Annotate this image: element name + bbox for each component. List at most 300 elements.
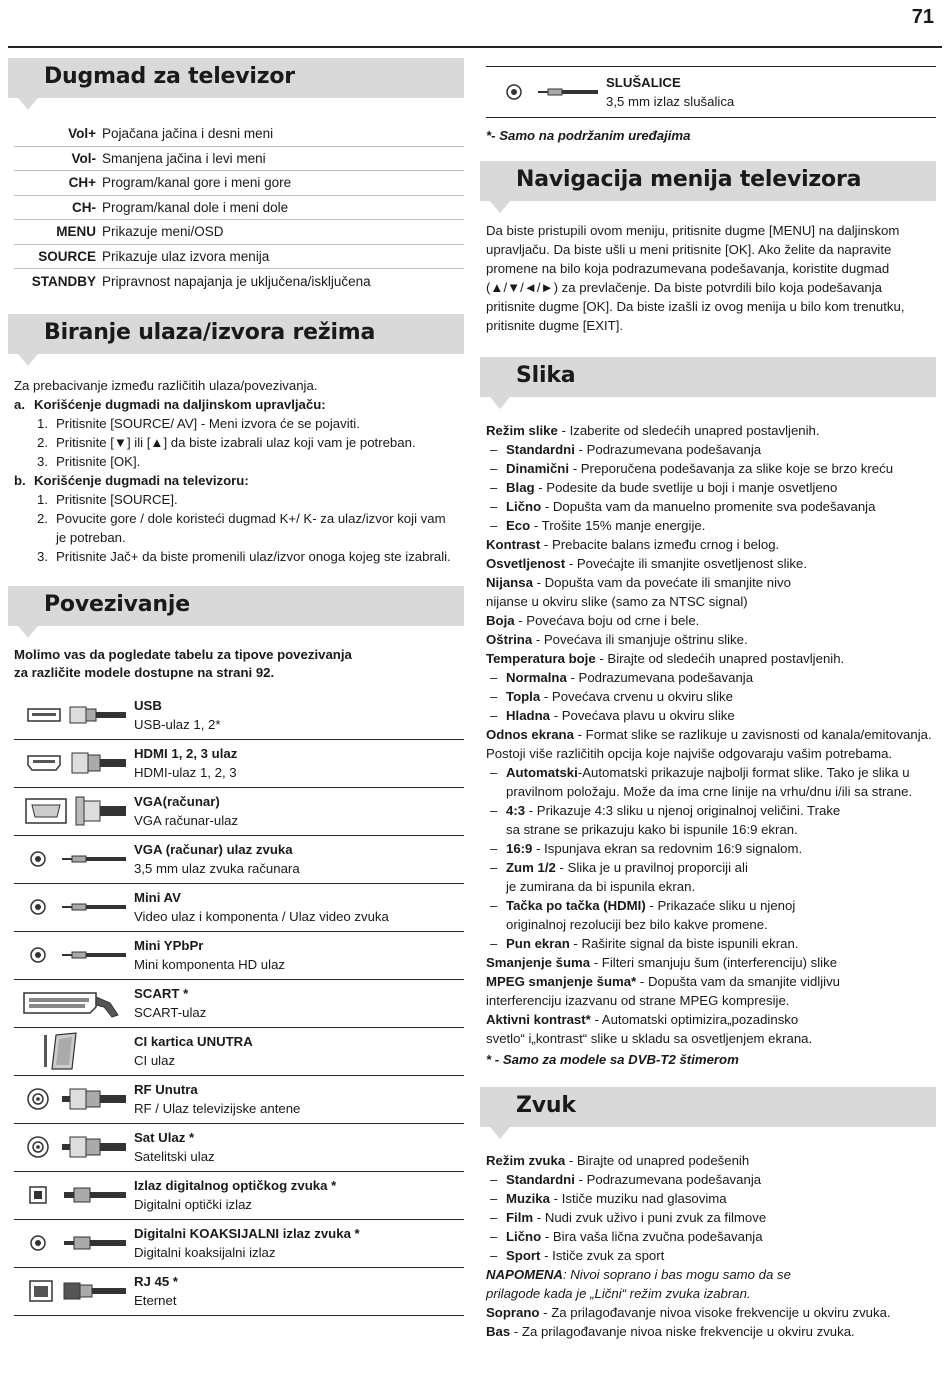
setting-name: Osvetljenost <box>486 556 566 571</box>
list-item <box>14 547 464 566</box>
setting-desc: - Podrazumevana podešavanja <box>566 670 754 685</box>
table-row <box>14 1172 464 1220</box>
heading-arrow <box>18 354 38 366</box>
list-text: Pritisnite [OK]. <box>56 453 141 469</box>
usb-icon <box>14 695 134 735</box>
dash-bullet: – <box>490 518 498 533</box>
list-item-body <box>506 478 837 497</box>
list-item <box>486 1322 936 1341</box>
dash-bullet: – <box>490 936 498 951</box>
setting-desc: - Bira vaša lična zvučna podešavanja <box>541 1229 763 1244</box>
list-num: 2. <box>37 510 48 526</box>
connection-desc: Digitalni koaksijalni izlaz <box>134 1245 276 1260</box>
setting-name: Hladna <box>506 708 550 723</box>
connection-desc: HDMI-ulaz 1, 2, 3 <box>134 765 237 780</box>
setting-desc: -Automatski prikazuje najbolji format slike. Tako je slika u <box>577 765 910 780</box>
list-item-body <box>506 687 733 706</box>
heading-arrow <box>490 397 510 409</box>
navigation-line: pritisnite dugme [OK]. Da biste izašli iz ovog menija u bilo kom trenutku, <box>486 299 905 314</box>
navigation-line: Da biste pristupili ovom meniju, pritisnite dugme [MENU] na daljinskom <box>486 223 900 238</box>
connection-name: RF Unutra <box>134 1082 198 1097</box>
headphones-jack-icon <box>486 72 606 112</box>
connection-desc: Mini komponenta HD ulaz <box>134 957 285 972</box>
sound-note <box>486 1265 936 1303</box>
audio-jack-icon <box>14 887 134 927</box>
table-row <box>14 245 464 270</box>
optical-icon <box>14 1175 134 1215</box>
dash-bullet: – <box>490 442 498 457</box>
heading-navigation <box>480 161 936 201</box>
setting-name: Topla <box>506 689 541 704</box>
connection-desc: 3,5 mm ulaz zvuka računara <box>134 861 300 876</box>
setting-desc: - Prikazaće sliku u njenoj <box>645 898 796 913</box>
table-row <box>14 122 464 147</box>
list-num <box>34 528 56 547</box>
setting-desc: - Slika je u pravilnoj proporciji ali <box>555 860 748 875</box>
setting-name: Sport <box>506 1248 541 1263</box>
navigation-line: pritisnite dugme [EXIT]. <box>486 318 624 333</box>
connection-name: SCART * <box>134 986 189 1001</box>
dash-bullet <box>490 877 506 896</box>
ci-card-icon <box>14 1031 134 1071</box>
connection-desc: USB-ulaz 1, 2* <box>134 717 221 732</box>
setting-desc: - Automatski optimizira„pozadinsko <box>590 1012 799 1027</box>
setting-name: Film <box>506 1210 534 1225</box>
dvb-t2-note: * - Samo za modele sa DVB-T2 štimerom <box>486 1052 739 1067</box>
list-item <box>486 820 936 839</box>
table-row <box>14 1268 464 1316</box>
setting-desc: - Trošite 15% manje energije. <box>530 518 706 533</box>
setting-name: 16:9 <box>506 841 533 856</box>
connection-desc: RF / Ulaz televizijske antene <box>134 1101 301 1116</box>
heading-picture <box>480 357 936 397</box>
heading-navigation-title: Navigacija menija televizora <box>516 167 862 192</box>
list-item-body <box>506 896 795 915</box>
headphones-row <box>486 66 936 118</box>
list-item-body <box>506 1208 766 1227</box>
list-item-body <box>506 1170 761 1189</box>
setting-desc: - Prikazuje 4:3 sliku u njenoj originalnoj veličini. Trake <box>525 803 841 818</box>
setting-name: Dinamični <box>506 461 570 476</box>
list-num: 1. <box>37 491 48 507</box>
dash-bullet: – <box>490 461 498 476</box>
table-row <box>14 1076 464 1124</box>
list-label: b. <box>14 472 26 488</box>
list-item-body <box>506 839 802 858</box>
button-key: Vol+ <box>68 126 96 142</box>
hdmi-icon <box>14 743 134 783</box>
list-text: Pritisnite [▼] ili [▲] da biste izabrali ulaz koji vam je potreban. <box>56 434 416 450</box>
list-item <box>486 668 936 687</box>
setting-desc: - Ističe muziku nad glasovima <box>549 1191 727 1206</box>
setting-name: Tačka po tačka (HDMI) <box>506 898 646 913</box>
heading-buttons-title: Dugmad za televizor <box>44 64 295 89</box>
connection-desc: Eternet <box>134 1293 177 1308</box>
list-item <box>14 433 464 452</box>
dash-bullet: – <box>490 1229 498 1244</box>
heading-sound-title: Zvuk <box>516 1093 576 1118</box>
setting-desc: - Ispunjava ekran sa redovnim 16:9 signalom. <box>532 841 803 856</box>
scart-icon <box>14 983 134 1023</box>
connection-desc: Satelitski ulaz <box>134 1149 215 1164</box>
list-item <box>14 528 464 547</box>
connection-name: Digitalni KOAKSIJALNI izlaz zvuka * <box>134 1226 360 1241</box>
setting-name: Blag <box>506 480 535 495</box>
list-item-body <box>506 459 893 478</box>
picture-settings-list <box>486 421 936 1048</box>
rf-coax-icon <box>14 1127 134 1167</box>
list-item <box>486 991 936 1010</box>
setting-desc: - Povećajte ili smanjite osvetljenost slike. <box>565 556 808 571</box>
setting-name: Režim zvuka <box>486 1153 566 1168</box>
connection-name: Mini AV <box>134 890 181 905</box>
list-num: 2. <box>37 434 48 450</box>
list-text: Pritisnite [SOURCE]. <box>56 491 178 507</box>
button-key: CH+ <box>68 175 96 191</box>
button-key: CH- <box>72 199 96 215</box>
list-item-body <box>506 668 753 687</box>
setting-desc: - Ističe zvuk za sport <box>540 1248 665 1263</box>
sound-note-text2: prilagode kada je „Lični“ režim zvuka izabran. <box>486 1286 751 1301</box>
list-item <box>14 414 464 433</box>
list-item <box>486 934 936 953</box>
list-item <box>486 896 936 915</box>
setting-desc: - Prebacite balans između crnog i belog. <box>540 537 780 552</box>
navigation-line: (▲/▼/◄/►) za prevlačenje. Da biste potvrdili bilo koja podešavanja <box>486 280 882 295</box>
rf-coax-icon <box>14 1079 134 1119</box>
table-row <box>14 220 464 245</box>
table-row <box>14 692 464 740</box>
connections-intro-line1: Molimo vas da pogledate tabelu za tipove povezivanja <box>14 646 352 662</box>
list-item <box>486 440 936 459</box>
connection-name: USB <box>134 698 162 713</box>
list-label: a. <box>14 396 25 412</box>
list-item-body <box>506 858 748 877</box>
list-item <box>486 516 936 535</box>
setting-name: Eco <box>506 518 531 533</box>
connection-name: VGA (računar) ulaz zvuka <box>134 842 293 857</box>
connections-intro <box>14 646 464 682</box>
buttons-table <box>14 122 464 294</box>
button-key: SOURCE <box>38 248 96 264</box>
list-item <box>486 801 936 820</box>
dash-bullet: – <box>490 803 498 818</box>
dash-bullet: – <box>490 1210 498 1225</box>
dash-bullet: – <box>490 1248 498 1263</box>
table-row <box>14 196 464 221</box>
table-row <box>14 147 464 172</box>
setting-desc: je zumirana da bi ispunila ekran. <box>506 879 696 894</box>
list-item <box>486 459 936 478</box>
list-item <box>486 497 936 516</box>
heading-input-title: Biranje ulaza/izvora režima <box>44 319 376 345</box>
list-item <box>486 1029 936 1048</box>
setting-name: Soprano <box>486 1305 540 1320</box>
table-row <box>14 980 464 1028</box>
setting-desc: interferenciju izazvanu od strane MPEG kompresije. <box>486 993 790 1008</box>
setting-name: Temperatura boje <box>486 651 596 666</box>
list-item <box>486 1189 936 1208</box>
connection-name: RJ 45 * <box>134 1274 178 1289</box>
button-desc: Pojačana jačina i desni meni <box>102 126 274 142</box>
list-item <box>486 953 936 972</box>
dash-bullet: – <box>490 480 498 495</box>
heading-arrow <box>490 1127 510 1139</box>
right-column <box>480 58 936 1341</box>
setting-desc: - Dopušta vam da povećate ili smanjite nivo <box>532 575 791 590</box>
connection-name: Izlaz digitalnog optičkog zvuka * <box>134 1178 337 1193</box>
list-item-body <box>506 1227 763 1246</box>
list-num: 3. <box>37 548 48 564</box>
list-item <box>486 782 936 801</box>
setting-desc: - Povećava ili smanjuje oštrinu slike. <box>532 632 748 647</box>
connections-table <box>8 692 464 1316</box>
list-item <box>486 421 936 440</box>
list-item-body <box>506 877 695 896</box>
dash-bullet: – <box>490 708 498 723</box>
table-row <box>14 788 464 836</box>
setting-desc: nijanse u okviru slike (samo za NTSC signal) <box>486 594 748 609</box>
list-item-body <box>506 820 798 839</box>
input-intro: Za prebacivanje između različitih ulaza/povezivanja. <box>14 377 318 393</box>
coax-audio-icon <box>14 1223 134 1263</box>
list-item <box>486 573 936 592</box>
dash-bullet: – <box>490 860 498 875</box>
setting-desc: - Podrazumevana podešavanja <box>574 1172 762 1187</box>
button-key: STANDBY <box>31 273 96 289</box>
setting-name: Režim slike <box>486 423 558 438</box>
audio-jack-icon <box>14 935 134 975</box>
setting-desc: - Nudi zvuk uživo i puni zvuk za filmove <box>533 1210 767 1225</box>
list-item-body <box>506 1246 664 1265</box>
list-item-body <box>506 934 798 953</box>
connections-intro-line2: za različite modele dostupne na strani 92. <box>14 664 275 680</box>
dash-bullet: – <box>490 898 498 913</box>
dash-bullet: – <box>490 689 498 704</box>
heading-arrow <box>18 98 38 110</box>
connection-desc: Digitalni optički izlaz <box>134 1197 252 1212</box>
list-text: je potreban. <box>56 529 126 545</box>
heading-connections <box>8 586 464 626</box>
setting-desc: - Raširite signal da biste ispunili ekran. <box>569 936 799 951</box>
dash-bullet: – <box>490 1172 498 1187</box>
setting-name: Odnos ekrana <box>486 727 574 742</box>
list-item <box>14 490 464 509</box>
setting-desc: - Preporučena podešavanja za slike koje se brzo kreću <box>569 461 894 476</box>
list-title: Korišćenje dugmadi na televizoru: <box>34 472 249 488</box>
list-item <box>486 725 936 744</box>
setting-desc: - Podesite da bude svetlije u boji i manje osvetljeno <box>534 480 838 495</box>
table-row <box>14 1220 464 1268</box>
list-item <box>486 763 936 782</box>
setting-name: Lično <box>506 499 542 514</box>
list-title: Korišćenje dugmadi na daljinskom upravljaču: <box>34 396 326 412</box>
setting-name: Standardni <box>506 442 575 457</box>
list-item <box>486 592 936 611</box>
audio-jack-icon <box>14 839 134 879</box>
button-key: MENU <box>56 224 96 240</box>
setting-desc: pravilnom položaju. Može da ima crne linije na vrhu/dnu i/ili sa strane. <box>506 784 913 799</box>
setting-name: Standardni <box>506 1172 575 1187</box>
dash-bullet <box>490 915 506 934</box>
connection-desc: CI ulaz <box>134 1053 176 1068</box>
setting-name: Pun ekran <box>506 936 570 951</box>
list-item <box>486 706 936 725</box>
setting-desc: sa strane se prikazuju kako bi ispunile 16:9 ekran. <box>506 822 798 837</box>
setting-name: Bas <box>486 1324 511 1339</box>
connection-desc: Video ulaz i komponenta / Ulaz video zvuka <box>134 909 389 924</box>
setting-desc: svetlo“ i„kontrast“ slike u skladu sa osvetljenjem ekrana. <box>486 1031 813 1046</box>
setting-desc: - Za prilagođavanje nivoa niske frekvencije u okviru zvuka. <box>510 1324 855 1339</box>
list-item <box>14 509 464 528</box>
connection-desc: VGA računar-ulaz <box>134 813 239 828</box>
setting-name: Boja <box>486 613 515 628</box>
list-item-body <box>506 915 768 934</box>
list-text: Pritisnite Jač+ da biste promenili ulaz/izvor onoga kojeg ste izabrali. <box>56 548 451 564</box>
button-desc: Smanjena jačina i levi meni <box>102 150 266 166</box>
setting-desc: - Format slike se razlikuje u zavisnosti od kanala/emitovanja. <box>573 727 932 742</box>
setting-desc: - Za prilagođavanje nivoa visoke frekvencije u okviru zvuka. <box>539 1305 891 1320</box>
button-desc: Prikazuje meni/OSD <box>102 224 224 240</box>
button-desc: Prikazuje ulaz izvora menija <box>102 248 270 264</box>
navigation-line: promene na bilo koja podrazumevana podešavanja, koristite dugmad <box>486 261 890 276</box>
table-row <box>14 1124 464 1172</box>
list-item <box>486 1208 936 1227</box>
list-item-body <box>506 763 910 782</box>
list-item <box>486 611 936 630</box>
dash-bullet: – <box>490 670 498 685</box>
list-item <box>486 915 936 934</box>
dash-bullet: – <box>490 765 498 780</box>
setting-name: Muzika <box>506 1191 550 1206</box>
top-rule <box>8 46 942 48</box>
table-row <box>14 884 464 932</box>
setting-name: Kontrast <box>486 537 541 552</box>
list-item-body <box>506 440 761 459</box>
vga-icon <box>14 791 134 831</box>
connection-name: HDMI 1, 2, 3 ulaz <box>134 746 238 761</box>
list-item <box>486 972 936 991</box>
setting-name: Aktivni kontrast* <box>486 1012 591 1027</box>
list-item-body <box>506 706 735 725</box>
list-item-body <box>506 1189 727 1208</box>
connection-name: Mini YPbPr <box>134 938 204 953</box>
heading-sound <box>480 1087 936 1127</box>
list-item-body <box>506 782 912 801</box>
page-number: 71 <box>911 6 934 28</box>
sound-note-label: NAPOMENA <box>486 1267 563 1282</box>
table-row <box>14 836 464 884</box>
list-item <box>486 1151 936 1170</box>
list-item <box>486 1303 936 1322</box>
heading-input <box>8 314 464 354</box>
setting-name: Smanjenje šuma <box>486 955 591 970</box>
button-desc: Program/kanal gore i meni gore <box>102 175 292 191</box>
button-key: Vol- <box>71 150 96 166</box>
list-item <box>486 649 936 668</box>
setting-desc: - Birajte od sledećih unapred postavljenih. <box>595 651 845 666</box>
dash-bullet: – <box>490 841 498 856</box>
button-desc: Pripravnost napajanja je uključena/isključena <box>102 273 371 289</box>
dash-bullet: – <box>490 499 498 514</box>
list-text: Povucite gore / dole koristeći dugmad K+/ K- za ulaz/izvor koji vam <box>56 510 446 526</box>
list-num: 1. <box>37 415 48 431</box>
sound-settings-list <box>486 1151 936 1265</box>
setting-desc: - Dopušta vam da manuelno promenite sva podešavanja <box>541 499 876 514</box>
setting-desc: - Izaberite od sledećih unapred postavljenih. <box>557 423 820 438</box>
navigation-body <box>486 221 936 335</box>
connection-desc: SCART-ulaz <box>134 1005 207 1020</box>
list-item <box>486 1227 936 1246</box>
table-row <box>14 1028 464 1076</box>
setting-desc: originalnoj rezoluciji bez bilo kakve promene. <box>506 917 768 932</box>
list-item <box>486 839 936 858</box>
setting-desc: Postoji više različitih opcija koje najviše odgovaraju vašim potrebama. <box>486 746 893 761</box>
list-item <box>486 858 936 877</box>
heading-arrow <box>490 201 510 213</box>
setting-name: Oštrina <box>486 632 533 647</box>
setting-name: Automatski <box>506 765 578 780</box>
left-column <box>8 58 464 1316</box>
list-num: 3. <box>37 453 48 469</box>
list-item <box>14 471 464 490</box>
list-item <box>486 744 936 763</box>
setting-desc: - Birajte od unapred podešenih <box>565 1153 750 1168</box>
input-section-body <box>14 376 464 566</box>
list-item <box>486 1170 936 1189</box>
setting-name: MPEG smanjenje šuma* <box>486 974 637 989</box>
sound-tail <box>486 1303 936 1341</box>
heading-connections-title: Povezivanje <box>44 591 190 617</box>
connection-name: CI kartica UNUTRA <box>134 1034 253 1049</box>
list-item <box>486 1246 936 1265</box>
list-item <box>14 452 464 471</box>
dash-bullet <box>490 782 506 801</box>
sound-note-text: : Nivoi soprano i bas mogu samo da se <box>562 1267 791 1282</box>
list-item-body <box>506 497 875 516</box>
setting-name: Nijansa <box>486 575 533 590</box>
headphones-desc: 3,5 mm izlaz slušalica <box>606 94 735 109</box>
list-item <box>486 687 936 706</box>
button-desc: Program/kanal dole i meni dole <box>102 199 289 215</box>
list-item <box>486 535 936 554</box>
setting-desc: - Povećava crvenu u okviru slike <box>540 689 733 704</box>
list-item-body <box>506 801 840 820</box>
setting-name: Normalna <box>506 670 567 685</box>
setting-desc: - Dopušta vam da smanjite vidljivu <box>636 974 841 989</box>
list-item <box>486 554 936 573</box>
rj45-icon <box>14 1271 134 1311</box>
list-item <box>486 1010 936 1029</box>
list-item <box>486 877 936 896</box>
navigation-line: upravljaču. Da biste ušli u meni pritisnite [OK]. Ako želite da napravite <box>486 242 892 257</box>
dash-bullet: – <box>490 1191 498 1206</box>
list-item <box>486 630 936 649</box>
table-row <box>14 932 464 980</box>
list-item <box>14 395 464 414</box>
table-row <box>14 269 464 294</box>
list-item-body <box>506 516 705 535</box>
list-item <box>486 478 936 497</box>
setting-name: 4:3 <box>506 803 526 818</box>
dash-bullet <box>490 820 506 839</box>
setting-desc: - Povećava plavu u okviru slike <box>549 708 735 723</box>
setting-name: Lično <box>506 1229 542 1244</box>
list-text: Pritisnite [SOURCE/ AV] - Meni izvora će se pojaviti. <box>56 415 360 431</box>
setting-name: Zum 1/2 <box>506 860 556 875</box>
setting-desc: - Filteri smanjuju šum (interferenciju) slike <box>590 955 838 970</box>
headphones-name: SLUŠALICE <box>606 75 681 90</box>
